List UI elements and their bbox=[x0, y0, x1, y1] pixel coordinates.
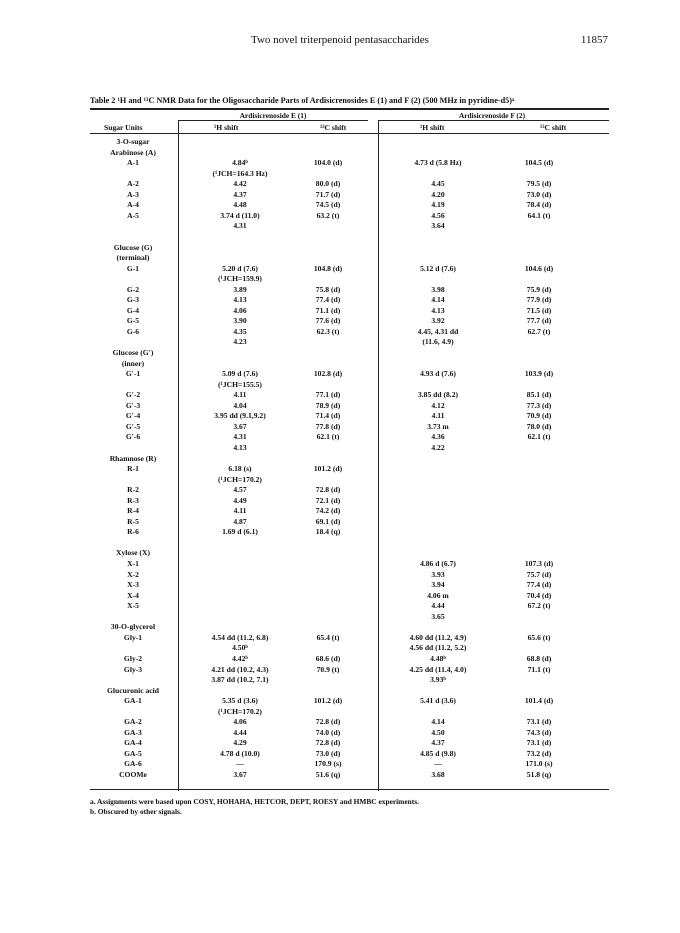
table-row bbox=[90, 559, 609, 570]
table-row bbox=[90, 622, 609, 633]
cell-e-h: 4.13 bbox=[233, 295, 247, 305]
cell-e-h: 4.11 bbox=[233, 506, 247, 516]
cell-unit: GA-6 bbox=[124, 759, 142, 769]
table-row bbox=[90, 443, 609, 454]
table-row bbox=[90, 337, 609, 348]
table-row bbox=[90, 496, 609, 507]
cell-f-h: 5.12 d (7.6) bbox=[420, 263, 456, 273]
cell-f-c: 67.2 (t) bbox=[527, 601, 551, 611]
cell-f-h: 3.68 bbox=[431, 770, 445, 779]
cell-unit: GA-3 bbox=[124, 727, 142, 737]
table-row bbox=[90, 538, 609, 549]
cell-e-c: 71.4 (d) bbox=[315, 411, 341, 421]
cell-f-c: 62.1 (t) bbox=[527, 432, 551, 442]
cell-f-c: 71.1 (t) bbox=[527, 664, 551, 674]
cell-f-h: 4.19 bbox=[431, 200, 445, 210]
col-f-13c-shift: ¹³C shift bbox=[540, 123, 567, 132]
cell-unit: G'-6 bbox=[125, 432, 141, 442]
table-row bbox=[90, 422, 609, 433]
cell-e-c: 72.8 (d) bbox=[315, 717, 341, 727]
cell-f-h: 4.13 bbox=[431, 305, 445, 315]
cell-e-h: 4.21 dd (10.2, 4.3) bbox=[211, 664, 269, 674]
cell-e-c: 170.9 (s) bbox=[314, 759, 342, 769]
cell-unit: COOMe bbox=[119, 770, 147, 779]
table-row bbox=[90, 390, 609, 401]
cell-unit: Xylose (X) bbox=[116, 548, 150, 558]
cell-f-h: 3.64 bbox=[431, 221, 445, 231]
cell-e-h: 4.35 bbox=[233, 326, 247, 336]
table-row bbox=[90, 369, 609, 380]
cell-e-h: 4.31 bbox=[233, 432, 247, 442]
cell-e-h: 3.74 d (11.0) bbox=[220, 210, 260, 220]
cell-unit: (inner) bbox=[121, 358, 145, 368]
table-row bbox=[90, 200, 609, 211]
table-row bbox=[90, 285, 609, 296]
cell-f-c: 171.0 (s) bbox=[525, 759, 553, 769]
cell-e-h: 4.04 bbox=[233, 400, 247, 410]
col-e-13c-shift: ¹³C shift bbox=[320, 123, 347, 132]
cell-unit: X-3 bbox=[127, 580, 139, 590]
cell-unit: (terminal) bbox=[116, 253, 150, 263]
cell-e-h: 3.87 dd (10.2, 7.1) bbox=[211, 675, 269, 685]
cell-e-h: 4.87 bbox=[233, 516, 247, 526]
cell-e-h: 4.42ᵇ bbox=[232, 653, 248, 663]
cell-e-h: (¹JCH=155.5) bbox=[218, 379, 262, 389]
table-row bbox=[90, 738, 609, 749]
cell-unit: G'-3 bbox=[125, 400, 141, 410]
table-row bbox=[90, 148, 609, 159]
table-row bbox=[90, 232, 609, 243]
cell-e-h: 3.90 bbox=[233, 316, 247, 326]
cell-unit: X-5 bbox=[127, 601, 139, 611]
table-row bbox=[90, 169, 609, 180]
table-row bbox=[90, 137, 609, 148]
cell-f-c: 65.6 (t) bbox=[527, 632, 551, 642]
cell-f-c: 51.8 (q) bbox=[526, 770, 552, 779]
cell-f-h: 4.48ᵇ bbox=[430, 653, 446, 663]
cell-e-c: 74.5 (d) bbox=[315, 200, 341, 210]
table-row bbox=[90, 717, 609, 728]
table-row bbox=[90, 454, 609, 465]
cell-f-h: — bbox=[434, 759, 442, 769]
cell-f-c: 75.7 (d) bbox=[526, 569, 552, 579]
cell-e-h: (¹JCH=164.3 Hz) bbox=[212, 168, 268, 178]
table-row bbox=[90, 527, 609, 538]
table-row bbox=[90, 211, 609, 222]
cell-unit: G'-5 bbox=[125, 421, 141, 431]
cell-f-c: 74.3 (d) bbox=[526, 727, 552, 737]
col-e-1h-shift: ¹H shift bbox=[214, 123, 239, 132]
cell-e-c: 74.0 (d) bbox=[315, 727, 341, 737]
cell-f-c: 104.6 (d) bbox=[524, 263, 554, 273]
cell-e-h: 4.42 bbox=[233, 179, 247, 189]
cell-e-c: 71.7 (d) bbox=[315, 189, 341, 199]
cell-unit: Glucose (G') bbox=[112, 348, 154, 357]
cell-f-h: 4.25 dd (11.4, 4.0) bbox=[409, 664, 467, 674]
cell-e-c: 62.3 (t) bbox=[316, 326, 340, 336]
cell-f-c: 101.4 (d) bbox=[524, 696, 554, 706]
cell-f-h: 4.86 d (6.7) bbox=[420, 559, 456, 568]
cell-f-c: 77.3 (d) bbox=[526, 400, 552, 410]
cell-f-h: 4.11 bbox=[431, 411, 445, 421]
cell-e-c: 75.8 (d) bbox=[315, 284, 341, 294]
cell-e-h: 4.78 d (10.0) bbox=[220, 748, 260, 758]
table-row bbox=[90, 158, 609, 169]
cell-f-c: 62.7 (t) bbox=[527, 326, 551, 336]
cell-unit: A-2 bbox=[127, 179, 139, 189]
cell-e-h: 3.67 bbox=[233, 770, 247, 779]
compound-f-rule bbox=[378, 120, 609, 121]
cell-e-h: 4.48 bbox=[233, 200, 247, 210]
table-row bbox=[90, 411, 609, 422]
table-row bbox=[90, 654, 609, 665]
cell-unit: R-6 bbox=[127, 527, 139, 537]
cell-e-c: 77.8 (d) bbox=[315, 421, 341, 431]
page-number: 11857 bbox=[580, 34, 608, 46]
cell-unit: 3-O-sugar bbox=[116, 137, 150, 146]
cell-f-h: 4.85 d (9.8) bbox=[420, 748, 456, 758]
cell-e-h: (¹JCH=170.2) bbox=[218, 706, 262, 716]
cell-f-h: 4.06 m bbox=[427, 590, 449, 600]
table-row bbox=[90, 190, 609, 201]
table-row bbox=[90, 485, 609, 496]
cell-unit: G-3 bbox=[126, 295, 140, 305]
cell-e-c: 74.2 (d) bbox=[315, 506, 341, 516]
cell-f-h: 4.56 dd (11.2, 5.2) bbox=[409, 643, 467, 653]
cell-unit: R-5 bbox=[127, 516, 139, 526]
footnote-a: a. Assignments were based upon COSY, HOHAHA, HETCOR, DEPT, ROESY and HMBC experiments. bbox=[90, 797, 419, 806]
cell-f-h: 3.73 m bbox=[427, 421, 449, 431]
cell-e-c: 78.9 (d) bbox=[315, 400, 341, 410]
cell-e-c: 69.1 (d) bbox=[315, 516, 341, 526]
table-row bbox=[90, 327, 609, 338]
table-row bbox=[90, 759, 609, 770]
cell-e-h: 3.89 bbox=[233, 284, 247, 294]
table-row bbox=[90, 517, 609, 528]
cell-e-c: 63.2 (t) bbox=[316, 210, 340, 220]
cell-unit: R-3 bbox=[127, 495, 139, 505]
cell-f-h: 4.20 bbox=[431, 189, 445, 199]
cell-f-c: 71.5 (d) bbox=[526, 305, 552, 315]
cell-f-c: 107.3 (d) bbox=[524, 559, 554, 568]
cell-f-h: 4.36 bbox=[431, 432, 445, 442]
col-f-1h-shift: ¹H shift bbox=[420, 123, 445, 132]
cell-unit: A-3 bbox=[127, 189, 139, 199]
cell-f-h: 3.65 bbox=[431, 611, 445, 621]
cell-e-h: 5.20 d (7.6) bbox=[222, 263, 258, 273]
cell-e-h: 4.44 bbox=[233, 727, 247, 737]
table-caption: Table 2 ¹H and ¹³C NMR Data for the Oligosaccharide Parts of Ardisicrenosides E (1) and F (2) (500 MHz in pyridine-d5)ᵃ bbox=[90, 96, 515, 105]
cell-e-h: 4.49 bbox=[233, 495, 247, 505]
cell-f-h: 4.22 bbox=[431, 442, 445, 452]
cell-e-c: 77.6 (d) bbox=[315, 316, 341, 326]
compound-f-heading: Ardisicrenoside F (2) bbox=[458, 111, 526, 120]
cell-e-h: 4.57 bbox=[233, 485, 247, 495]
cell-unit: G-4 bbox=[126, 305, 140, 315]
table-row bbox=[90, 570, 609, 581]
header-bottom-rule bbox=[90, 133, 609, 134]
cell-unit: R-4 bbox=[127, 506, 139, 516]
cell-unit: G-2 bbox=[126, 284, 140, 294]
table-row bbox=[90, 665, 609, 676]
table-row bbox=[90, 401, 609, 412]
cell-f-c: 64.1 (t) bbox=[527, 210, 551, 220]
cell-e-h: 4.31 bbox=[233, 221, 247, 231]
cell-e-c: 71.1 (d) bbox=[315, 305, 341, 315]
cell-e-c: 80.0 (d) bbox=[315, 179, 341, 189]
compound-e-heading: Ardisicrenoside E (1) bbox=[239, 111, 307, 120]
cell-unit: G-6 bbox=[126, 326, 140, 336]
table-row bbox=[90, 264, 609, 275]
table-bottom-rule bbox=[90, 789, 609, 790]
cell-unit: 30-O-glycerol bbox=[110, 622, 156, 632]
cell-e-c: 77.4 (d) bbox=[315, 295, 341, 305]
cell-e-h: 4.29 bbox=[233, 738, 247, 748]
table-footnotes bbox=[90, 797, 610, 817]
table-row bbox=[90, 686, 609, 697]
table-row bbox=[90, 643, 609, 654]
cell-unit: GA-1 bbox=[124, 696, 142, 706]
cell-f-c: 73.0 (d) bbox=[526, 189, 552, 199]
cell-unit: G'-1 bbox=[125, 369, 141, 379]
cell-e-c: 101.2 (d) bbox=[313, 464, 343, 474]
cell-e-h: 4.37 bbox=[233, 189, 247, 199]
cell-f-h: 3.93 bbox=[431, 569, 445, 579]
cell-unit: A-5 bbox=[127, 210, 139, 220]
cell-unit: GA-5 bbox=[124, 748, 142, 758]
cell-e-c: 77.1 (d) bbox=[315, 390, 341, 400]
cell-unit: Glucose (G) bbox=[113, 242, 153, 252]
cell-unit: G-5 bbox=[126, 316, 140, 326]
cell-f-h: 4.50 bbox=[431, 727, 445, 737]
cell-e-c: 73.0 (d) bbox=[315, 748, 341, 758]
cell-e-h: 1.69 d (6.1) bbox=[222, 527, 258, 537]
cell-f-h: 4.44 bbox=[431, 601, 445, 611]
cell-e-h: 4.54 dd (11.2, 6.8) bbox=[211, 632, 269, 642]
cell-e-h: 4.11 bbox=[233, 390, 247, 400]
table-row bbox=[90, 728, 609, 739]
cell-f-c: 78.4 (d) bbox=[526, 200, 552, 210]
cell-e-c: 70.9 (t) bbox=[316, 664, 340, 674]
cell-f-c: 77.7 (d) bbox=[526, 316, 552, 326]
cell-f-c: 104.5 (d) bbox=[524, 158, 554, 168]
table-row bbox=[90, 221, 609, 232]
table-row bbox=[90, 675, 609, 686]
cell-e-h: (¹JCH=159.9) bbox=[218, 274, 262, 284]
cell-unit: GA-2 bbox=[124, 717, 142, 727]
table-row bbox=[90, 770, 609, 781]
table-row bbox=[90, 243, 609, 254]
cell-e-c: 104.8 (d) bbox=[313, 263, 343, 273]
cell-f-h: 4.14 bbox=[431, 295, 445, 305]
cell-e-c: 51.6 (q) bbox=[315, 770, 341, 779]
cell-unit: GA-4 bbox=[124, 738, 142, 748]
table-row bbox=[90, 380, 609, 391]
table-row bbox=[90, 432, 609, 443]
cell-f-h: 4.73 d (5.8 Hz) bbox=[414, 158, 462, 168]
cell-e-c: 101.2 (d) bbox=[313, 696, 343, 706]
cell-e-c: 104.0 (d) bbox=[313, 158, 343, 168]
cell-e-h: 4.84ᵇ bbox=[232, 158, 248, 168]
cell-unit: X-1 bbox=[127, 559, 139, 568]
cell-e-h: 4.06 bbox=[233, 717, 247, 727]
cell-unit: R-1 bbox=[127, 464, 139, 474]
cell-e-h: 4.13 bbox=[233, 442, 247, 452]
cell-unit: Arabinose (A) bbox=[110, 147, 156, 157]
table-row bbox=[90, 580, 609, 591]
cell-unit: G'-4 bbox=[125, 411, 141, 421]
cell-f-c: 70.9 (d) bbox=[526, 411, 552, 421]
cell-e-h: 5.35 d (3.6) bbox=[222, 696, 258, 706]
cell-f-h: 5.41 d (3.6) bbox=[420, 696, 456, 706]
cell-f-h: 3.98 bbox=[431, 284, 445, 294]
cell-f-c: 77.4 (d) bbox=[526, 580, 552, 590]
cell-f-h: 4.60 dd (11.2, 4.9) bbox=[409, 632, 467, 642]
cell-unit: Glucuronic acid bbox=[107, 685, 159, 695]
cell-f-c: 73.1 (d) bbox=[526, 738, 552, 748]
cell-unit: G'-2 bbox=[125, 390, 141, 400]
cell-f-h: 4.45, 4.31 dd bbox=[417, 326, 459, 336]
table-row bbox=[90, 506, 609, 517]
cell-unit: G-1 bbox=[126, 263, 140, 273]
table-row bbox=[90, 359, 609, 370]
cell-f-h: 3.85 dd (8.2) bbox=[417, 390, 459, 400]
table-row bbox=[90, 348, 609, 359]
cell-e-h: 5.09 d (7.6) bbox=[222, 369, 258, 379]
cell-f-c: 73.1 (d) bbox=[526, 717, 552, 727]
cell-e-h: 4.06 bbox=[233, 305, 247, 315]
cell-e-c: 18.4 (q) bbox=[315, 527, 341, 537]
compound-e-rule bbox=[178, 120, 368, 121]
cell-f-h: 4.56 bbox=[431, 210, 445, 220]
table-row bbox=[90, 749, 609, 760]
cell-unit: Gly-1 bbox=[123, 632, 143, 642]
cell-f-c: 78.0 (d) bbox=[526, 421, 552, 431]
cell-f-h: (11.6, 4.9) bbox=[422, 337, 454, 347]
page-header bbox=[0, 34, 680, 50]
cell-unit: R-2 bbox=[127, 485, 139, 495]
cell-unit: A-4 bbox=[127, 200, 139, 210]
cell-e-c: 102.8 (d) bbox=[313, 369, 343, 379]
cell-f-h: 4.12 bbox=[431, 400, 445, 410]
table-row bbox=[90, 612, 609, 623]
cell-f-c: 85.1 (d) bbox=[526, 390, 552, 400]
table-row bbox=[90, 253, 609, 264]
cell-f-c: 70.4 (d) bbox=[526, 590, 552, 600]
cell-f-h: 4.93 d (7.6) bbox=[420, 369, 456, 379]
cell-f-h: 4.45 bbox=[431, 179, 445, 189]
cell-f-h: 3.94 bbox=[431, 580, 445, 590]
cell-e-h: 4.50ᵇ bbox=[232, 643, 248, 653]
table-row bbox=[90, 601, 609, 612]
cell-f-c: 75.9 (d) bbox=[526, 284, 552, 294]
cell-e-c: 68.6 (d) bbox=[315, 653, 341, 663]
footnote-b: b. Obscured by other signals. bbox=[90, 807, 182, 816]
table-row bbox=[90, 306, 609, 317]
cell-f-h: 3.92 bbox=[431, 316, 445, 326]
cell-unit: A-1 bbox=[127, 158, 139, 168]
table-row bbox=[90, 591, 609, 602]
table-row bbox=[90, 464, 609, 475]
table-row bbox=[90, 316, 609, 327]
table-row bbox=[90, 274, 609, 285]
table-row bbox=[90, 548, 609, 559]
running-title: Two novel triterpenoid pentasaccharides bbox=[251, 34, 429, 46]
table-row bbox=[90, 179, 609, 190]
cell-e-h: 4.23 bbox=[233, 337, 247, 347]
cell-f-c: 79.5 (d) bbox=[526, 179, 552, 189]
cell-unit: X-2 bbox=[127, 569, 139, 579]
cell-e-h: 6.18 (s) bbox=[228, 464, 252, 474]
cell-f-c: 77.9 (d) bbox=[526, 295, 552, 305]
cell-e-h: (¹JCH=170.2) bbox=[218, 474, 262, 484]
cell-e-c: 72.1 (d) bbox=[315, 495, 341, 505]
cell-f-h: 4.37 bbox=[431, 738, 445, 748]
cell-e-h: 3.67 bbox=[233, 421, 247, 431]
cell-f-c: 73.2 (d) bbox=[526, 748, 552, 758]
table-top-rule bbox=[90, 108, 609, 110]
cell-f-c: 68.8 (d) bbox=[526, 653, 552, 663]
cell-e-c: 62.1 (t) bbox=[316, 432, 340, 442]
cell-e-h: 3.95 dd (9.1,9.2) bbox=[214, 411, 266, 421]
cell-e-h: — bbox=[236, 759, 244, 769]
table-row bbox=[90, 475, 609, 486]
cell-e-c: 72.8 (d) bbox=[315, 738, 341, 748]
cell-f-h: 4.14 bbox=[431, 717, 445, 727]
cell-e-c: 72.8 (d) bbox=[315, 485, 341, 495]
cell-unit: X-4 bbox=[127, 590, 139, 600]
col-sugar-units: Sugar Units bbox=[104, 123, 143, 132]
table-row bbox=[90, 707, 609, 718]
cell-f-c: 103.9 (d) bbox=[524, 369, 554, 379]
cell-unit: Rhamnose (R) bbox=[109, 453, 157, 463]
cell-e-c: 65.4 (t) bbox=[316, 632, 340, 642]
cell-unit: Gly-2 bbox=[123, 653, 143, 663]
cell-f-h: 3.93ᵇ bbox=[430, 675, 446, 685]
table-row bbox=[90, 696, 609, 707]
table-row bbox=[90, 633, 609, 644]
table-row bbox=[90, 295, 609, 306]
cell-unit: Gly-3 bbox=[123, 664, 143, 674]
